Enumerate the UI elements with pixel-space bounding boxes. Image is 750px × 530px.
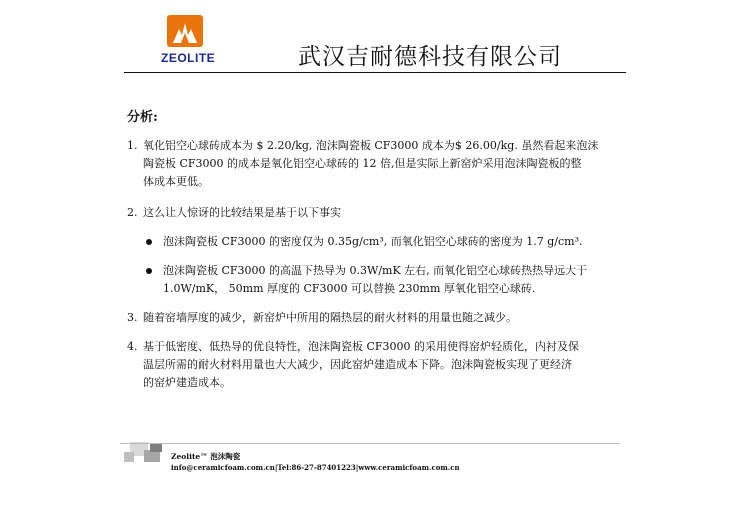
footer-brand: Zeolite™ 泡沫陶瓷: [171, 452, 241, 461]
item-number: 2.: [127, 206, 138, 219]
header-divider: [124, 72, 626, 73]
bullet-icon: [146, 239, 152, 245]
list-item-text: 这么让人惊讶的比较结果是基于以下事实: [143, 206, 341, 219]
list-item-text: 的窑炉建造成本。: [143, 376, 231, 389]
list-item-text: 体成本更低。: [143, 175, 209, 188]
bullet-item-text: 泡沫陶瓷板 CF3000 的密度仅为 0.35g/cm³, 而氧化铝空心球砖的密度为 1.7 g/cm³.: [163, 235, 583, 248]
item-number: 4.: [127, 340, 138, 353]
footer-divider: [120, 443, 620, 444]
footer-decoration: [120, 442, 165, 472]
company-logo: [161, 15, 223, 67]
bullet-icon: [146, 268, 152, 274]
list-item-text: 氧化铝空心球砖成本为 $ 2.20/kg, 泡沫陶瓷板 CF3000 成本为$ 26.00/kg. 虽然看起来泡沫: [143, 139, 599, 152]
item-number: 1.: [127, 139, 138, 152]
list-item-text: 陶瓷板 CF3000 的成本是氧化铝空心球砖的 12 倍,但是实际上新窑炉采用泡沫陶瓷板的整: [143, 157, 582, 170]
section-title: 分析:: [127, 110, 158, 125]
footer-contact: info@ceramicfoam.com.cn|Tel:86-27-87401223|www.ceramicfoam.com.cn: [171, 463, 460, 472]
logo-text: ZEOLITE: [161, 51, 216, 65]
bullet-item-text: 1.0W/mK， 50mm 厚度的 CF3000 可以替换 230mm 厚氧化铝空心球砖.: [163, 282, 536, 295]
list-item-text: 基于低密度、低热导的优良特性，泡沫陶瓷板 CF3000 的采用使得窑炉轻质化，内衬及保: [143, 340, 580, 353]
logo-flame-icon: [167, 15, 203, 47]
item-number: 3.: [127, 311, 138, 324]
list-item-text: 随着窑墙厚度的减少，新窑炉中所用的隔热层的耐火材料的用量也随之减少。: [143, 311, 517, 324]
company-name: 武汉吉耐德科技有限公司: [298, 44, 562, 70]
bullet-item-text: 泡沫陶瓷板 CF3000 的高温下热导为 0.3W/mK 左右, 而氧化铝空心球砖热热导远大于: [163, 264, 588, 277]
list-item-text: 温层所需的耐火材料用量也大大减少，因此窑炉建造成本下降。泡沫陶瓷板实现了更经济: [143, 358, 572, 371]
